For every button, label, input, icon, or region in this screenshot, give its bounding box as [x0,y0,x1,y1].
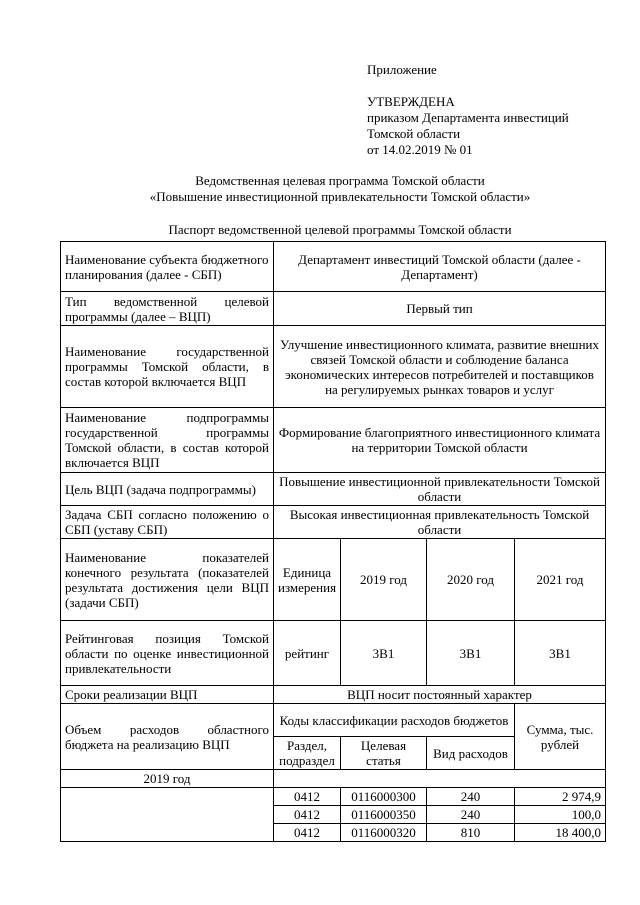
codes-header: Коды классификации расходов бюджетов [274,704,515,737]
year-header-2019: 2019 год [341,539,427,621]
line-2-target: 0116000350 [341,806,427,824]
rating-label: Рейтинговая позиция Томской области по оценке инвестиционной привлекательности [61,621,274,686]
order-line-1: приказом Департамента инвестиций [367,110,569,125]
table-row [61,506,606,539]
year-2019-label: 2019 год [61,770,274,788]
program-title-line-2: «Повышение инвестиционной привлекательности Томской области» [149,189,531,204]
line-3-target: 0116000320 [341,824,427,842]
line-3-section: 0412 [274,824,341,842]
table-row [61,788,606,806]
rating-2020: 3В1 [427,621,515,686]
rating-unit: рейтинг [274,621,341,686]
subject-value: Департамент инвестиций Томской области (далее - Департамент) [274,242,606,292]
line-2-type: 240 [427,806,515,824]
line-3-type: 810 [427,824,515,842]
goal-value: Повышение инвестиционной привлекательности Томской области [274,473,606,506]
table-row [61,292,606,326]
year-header-2021: 2021 год [515,539,606,621]
table-row [61,704,606,737]
appendix-label: Приложение [367,62,437,77]
table-row [61,686,606,704]
table-row [61,473,606,506]
order-line-2: Томской области [367,126,461,141]
terms-value: ВЦП носит постоянный характер [274,686,606,704]
task-value: Высокая инвестиционная привлекательность Томской области [274,506,606,539]
table-row [61,408,606,473]
year-2019-spacer [274,770,606,788]
rating-2019: 3В1 [341,621,427,686]
passport-table [60,241,606,842]
type-value: Первый тип [274,292,606,326]
task-label: Задача СБП согласно положению о СБП (уставу СБП) [61,506,274,539]
state-program-value: Улучшение инвестиционного климата, развитие внешних связей Томской области и соблюдение баланса экономических интересов потребителей и поставщиков на регулируемых рынках товаров и услуг [274,326,606,408]
line-1-sum: 2 974,9 [515,788,606,806]
line-3-sum: 18 400,0 [515,824,606,842]
table-row [61,770,606,788]
table-row [61,242,606,292]
col-target-header: Целевая статья [341,737,427,770]
line-1-type: 240 [427,788,515,806]
approval-stamp [367,62,569,158]
indicators-label: Наименование показателей конечного результата (показателей результата достижения цели ВЦП (задачи СБП) [61,539,274,621]
terms-label: Сроки реализации ВЦП [61,686,274,704]
line-1-section: 0412 [274,788,341,806]
line-1-target: 0116000300 [341,788,427,806]
table-row [61,326,606,408]
passport-title: Паспорт ведомственной целевой программы Томской области [168,222,512,237]
line-2-section: 0412 [274,806,341,824]
unit-header: Единица измерения [274,539,341,621]
col-section-header: Раздел, подраздел [274,737,341,770]
goal-label: Цель ВЦП (задача подпрограммы) [61,473,274,506]
approved-label: УТВЕРЖДЕНА [367,94,455,109]
sum-header: Сумма, тыс. рублей [515,704,606,770]
line-2-sum: 100,0 [515,806,606,824]
type-label: Тип ведомственной целевой программы (далее – ВЦП) [61,292,274,326]
program-title-line-1: Ведомственная целевая программа Томской области [195,173,485,188]
budget-label: Объем расходов областного бюджета на реализацию ВЦП [61,704,274,770]
program-title [60,173,620,205]
table-row [61,621,606,686]
col-type-header: Вид расходов [427,737,515,770]
subject-label: Наименование субъекта бюджетного планирования (далее - СБП) [61,242,274,292]
subprogram-value: Формирование благоприятного инвестиционного климата на территории Томской области [274,408,606,473]
subprogram-label: Наименование подпрограммы государственной программы Томской области, в состав которой включается ВЦП [61,408,274,473]
state-program-label: Наименование государственной программы Томской области, в состав которой включается ВЦП [61,326,274,408]
table-row [61,539,606,621]
rating-2021: 3В1 [515,621,606,686]
year-2019-blank-cell [61,788,274,842]
year-header-2020: 2020 год [427,539,515,621]
order-date: от 14.02.2019 № 01 [367,142,473,157]
